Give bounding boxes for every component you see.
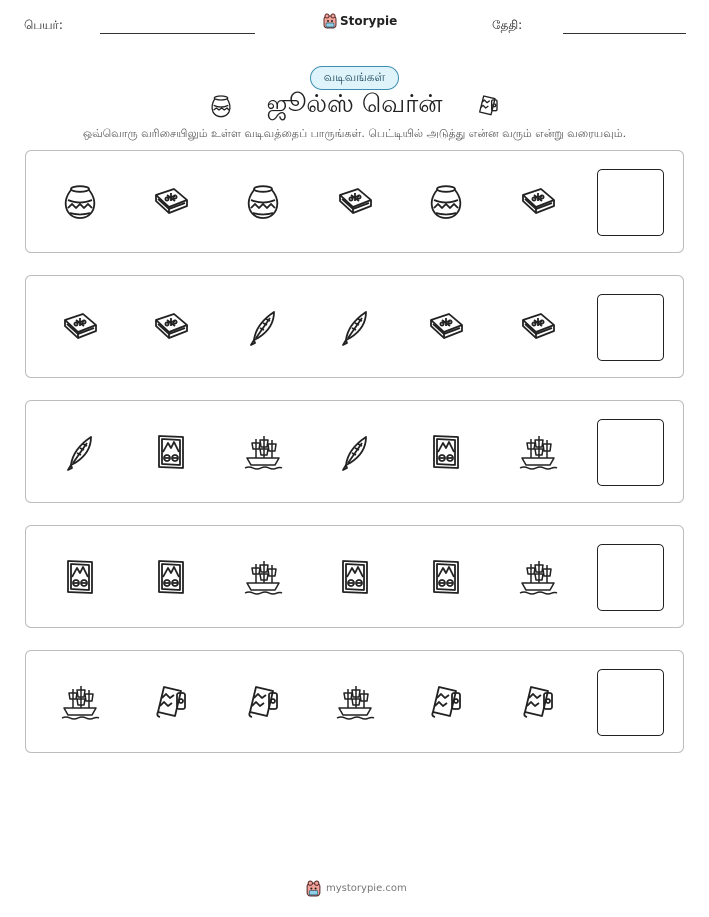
ship-icon [517, 431, 559, 473]
ship-icon [242, 431, 284, 473]
pot-icon [425, 181, 467, 223]
quill-icon [334, 306, 376, 348]
quill-icon [334, 431, 376, 473]
book-icon [425, 306, 467, 348]
storypie-logo-icon [323, 13, 337, 29]
ship-icon [242, 556, 284, 598]
poster-icon [334, 556, 376, 598]
answer-box[interactable] [597, 294, 664, 361]
footer-url: mystorypie.com [326, 883, 407, 894]
brand-name: Storypie [340, 14, 398, 28]
scroll-icon [425, 681, 467, 723]
date-label: தேதி: [492, 18, 523, 32]
pattern-row [25, 150, 684, 253]
worksheet-header [0, 0, 709, 50]
book-icon [334, 181, 376, 223]
instructions: ஒவ்வொரு வரிசையிலும் உள்ள வடிவத்தைப் பாருங்கள். பெட்டியில் அடுத்து என்ன வரும் என்று வரையவும். [82, 127, 627, 140]
ship-icon [517, 556, 559, 598]
page-title: ஜூல்ஸ் வெர்ன் [266, 89, 443, 118]
ship-icon [334, 681, 376, 723]
poster-icon [150, 431, 192, 473]
pattern-row [25, 650, 684, 753]
book-icon [517, 306, 559, 348]
pot-icon [59, 181, 101, 223]
scroll-icon [517, 681, 559, 723]
pattern-row [25, 400, 684, 503]
answer-box[interactable] [597, 169, 664, 236]
answer-box[interactable] [597, 544, 664, 611]
poster-icon [425, 556, 467, 598]
answer-box[interactable] [597, 419, 664, 486]
topic-badge: வடிவங்கள் [310, 66, 399, 90]
pattern-row [25, 275, 684, 378]
name-line [100, 33, 255, 34]
footer [306, 880, 407, 897]
scroll-icon [150, 681, 192, 723]
pot-icon [242, 181, 284, 223]
scroll-icon [473, 92, 501, 120]
scroll-icon [242, 681, 284, 723]
name-label: பெயர்: [24, 18, 63, 32]
book-icon [150, 306, 192, 348]
quill-icon [242, 306, 284, 348]
poster-icon [150, 556, 192, 598]
poster-icon [425, 431, 467, 473]
ship-icon [59, 681, 101, 723]
brand [323, 13, 397, 29]
book-icon [150, 181, 192, 223]
pattern-row [25, 525, 684, 628]
book-icon [59, 306, 101, 348]
book-icon [517, 181, 559, 223]
answer-box[interactable] [597, 669, 664, 736]
poster-icon [59, 556, 101, 598]
quill-icon [59, 431, 101, 473]
storypie-logo-icon [306, 880, 321, 897]
date-line [563, 33, 686, 34]
